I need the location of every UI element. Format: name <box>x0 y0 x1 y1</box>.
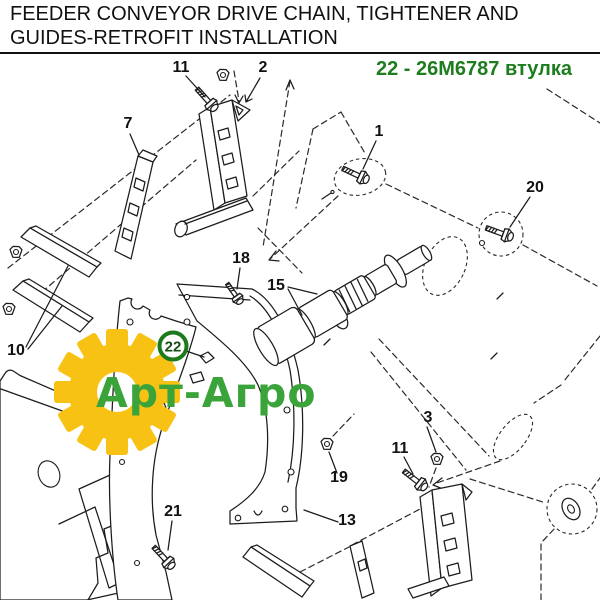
callout-label-13: 13 <box>338 512 356 529</box>
hub-dashed-outline <box>547 484 597 534</box>
header-divider <box>0 52 600 54</box>
callout-label-15: 15 <box>267 277 285 294</box>
callout-label-7: 7 <box>123 115 133 132</box>
callout-22-badge <box>160 333 205 360</box>
callout-label-21: 21 <box>164 503 182 520</box>
nut-bar1 <box>10 246 22 257</box>
callout-label-19: 19 <box>330 469 348 486</box>
bottom-bar <box>243 545 314 597</box>
callout-label-20: 20 <box>526 179 544 196</box>
watermark-text: Арт-Агро <box>96 369 317 417</box>
bolt-1 <box>340 162 372 186</box>
bolt-20 <box>484 221 516 244</box>
page-title <box>10 2 590 50</box>
nut-bar2 <box>3 303 15 314</box>
highlighted-part-note: 22 - 26M6787 втулка <box>376 58 572 80</box>
callout-label-11-top: 11 <box>172 59 190 76</box>
nut-top <box>217 69 229 80</box>
bushing-22 <box>200 352 214 363</box>
callout-label-18: 18 <box>232 250 250 267</box>
nut-3 <box>431 453 443 464</box>
callout-label-3: 3 <box>423 409 433 426</box>
bolt-11-top <box>192 84 221 114</box>
drive-shaft-assembly-15 <box>249 233 441 371</box>
callout-label-22: 22 <box>164 338 182 356</box>
nut-19 <box>321 438 333 449</box>
callout-label-10: 10 <box>7 342 25 359</box>
callout-label-2: 2 <box>258 59 268 76</box>
bottom-right-bracket <box>408 484 472 598</box>
slotted-strip-7 <box>115 150 157 259</box>
bolt-11-bottom <box>400 466 431 494</box>
callout-label-1: 1 <box>374 123 384 140</box>
title-line1: FEEDER CONVEYOR DRIVE CHAIN, TIGHTENER AND <box>10 3 519 25</box>
callout-label-11-bottom: 11 <box>391 440 409 457</box>
channel-bracket-2 <box>173 100 253 239</box>
bottom-slotted-strip <box>350 541 374 598</box>
title-line2: GUIDES-RETROFIT INSTALLATION <box>10 27 338 49</box>
